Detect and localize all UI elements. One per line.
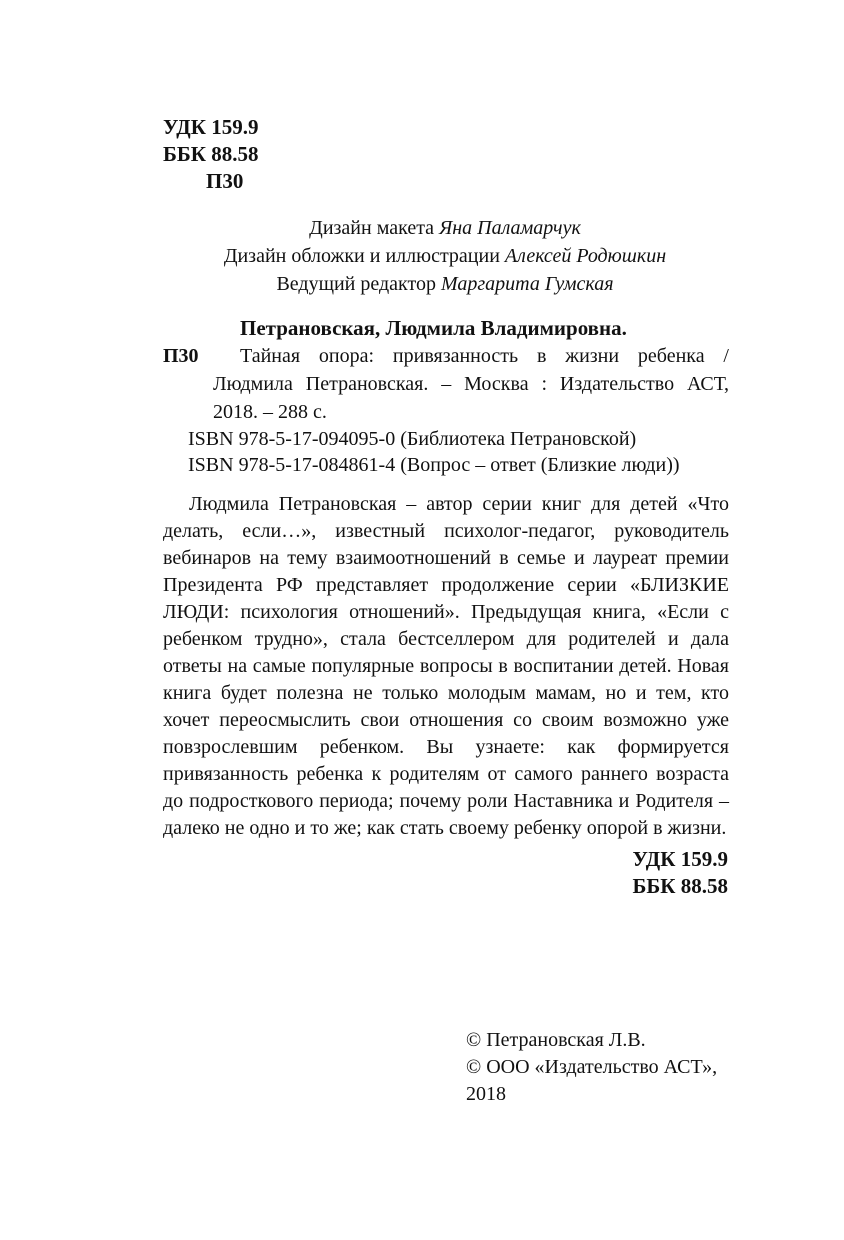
- cover-design-label: Дизайн обложки и иллюстрации: [223, 245, 500, 267]
- classification-block: [163, 114, 259, 195]
- bibliographic-author-mark: П30: [163, 345, 199, 367]
- layout-design-label: Дизайн макета: [309, 217, 435, 239]
- copyright-year: 2018: [466, 1083, 506, 1105]
- classification-block-bottom: [633, 846, 729, 900]
- isbn-list: [188, 426, 680, 478]
- copyright-author: © Петрановская Л.В.: [466, 1029, 646, 1051]
- bbk-code: ББК 88.58: [163, 142, 259, 166]
- cover-design-credit: [150, 242, 740, 270]
- bbk-code-bottom: ББК 88.58: [632, 874, 728, 898]
- isbn-line: ISBN 978-5-17-094095-0 (Библиотека Петрановской): [188, 428, 637, 450]
- isbn-line: ISBN 978-5-17-084861-4 (Вопрос – ответ (Близкие люди)): [188, 454, 680, 476]
- layout-design-name: Яна Паламарчук: [439, 217, 581, 239]
- bibliographic-author: Петрановская, Людмила Владимировна.: [240, 316, 627, 340]
- layout-design-credit: [150, 214, 740, 242]
- editor-label: Ведущий редактор: [276, 273, 436, 295]
- credits-block: [150, 214, 740, 298]
- copyright-publisher: © ООО «Издательство АСТ»,: [466, 1056, 718, 1078]
- author-mark: П30: [206, 169, 244, 193]
- udk-code: УДК 159.9: [163, 115, 259, 139]
- cover-design-name: Алексей Родюшкин: [504, 245, 667, 267]
- editor-credit: [150, 270, 740, 298]
- bibliographic-description: Тайная опора: привязанность в жизни ребенка / Людмила Петрановская. – Москва : Издательство АСТ, 2018. – 288 с.: [213, 345, 729, 423]
- editor-name: Маргарита Гумская: [440, 273, 614, 295]
- udk-code-bottom: УДК 159.9: [632, 847, 728, 871]
- abstract-paragraph: Людмила Петрановская – автор серии книг для детей «Что делать, если…», известный психолог-педагог, руководитель вебинаров на тему взаимоотношений в семье и лауреат премии Президента РФ представляет продолжение серии «БЛИЗКИЕ ЛЮДИ: психология отношений». Предыдущая книга, «Если с ребенком трудно», стала бестселлером для родителей и дала ответы на самые популярные вопросы в воспитании детей. Новая книга будет полезна не только молодым мамам, но и тем, кто хочет переосмыслить свои отношения со своим возможно уже повзрослевшим ребенком. Вы узнаете: как формируется привязанность ребенка к родителям от самого раннего возраста до подросткового периода; почему роли Наставника и Родителя – далеко не одно и то же; как стать своему ребенку опорой в жизни.: [163, 493, 729, 839]
- copyright-block: [466, 1027, 717, 1108]
